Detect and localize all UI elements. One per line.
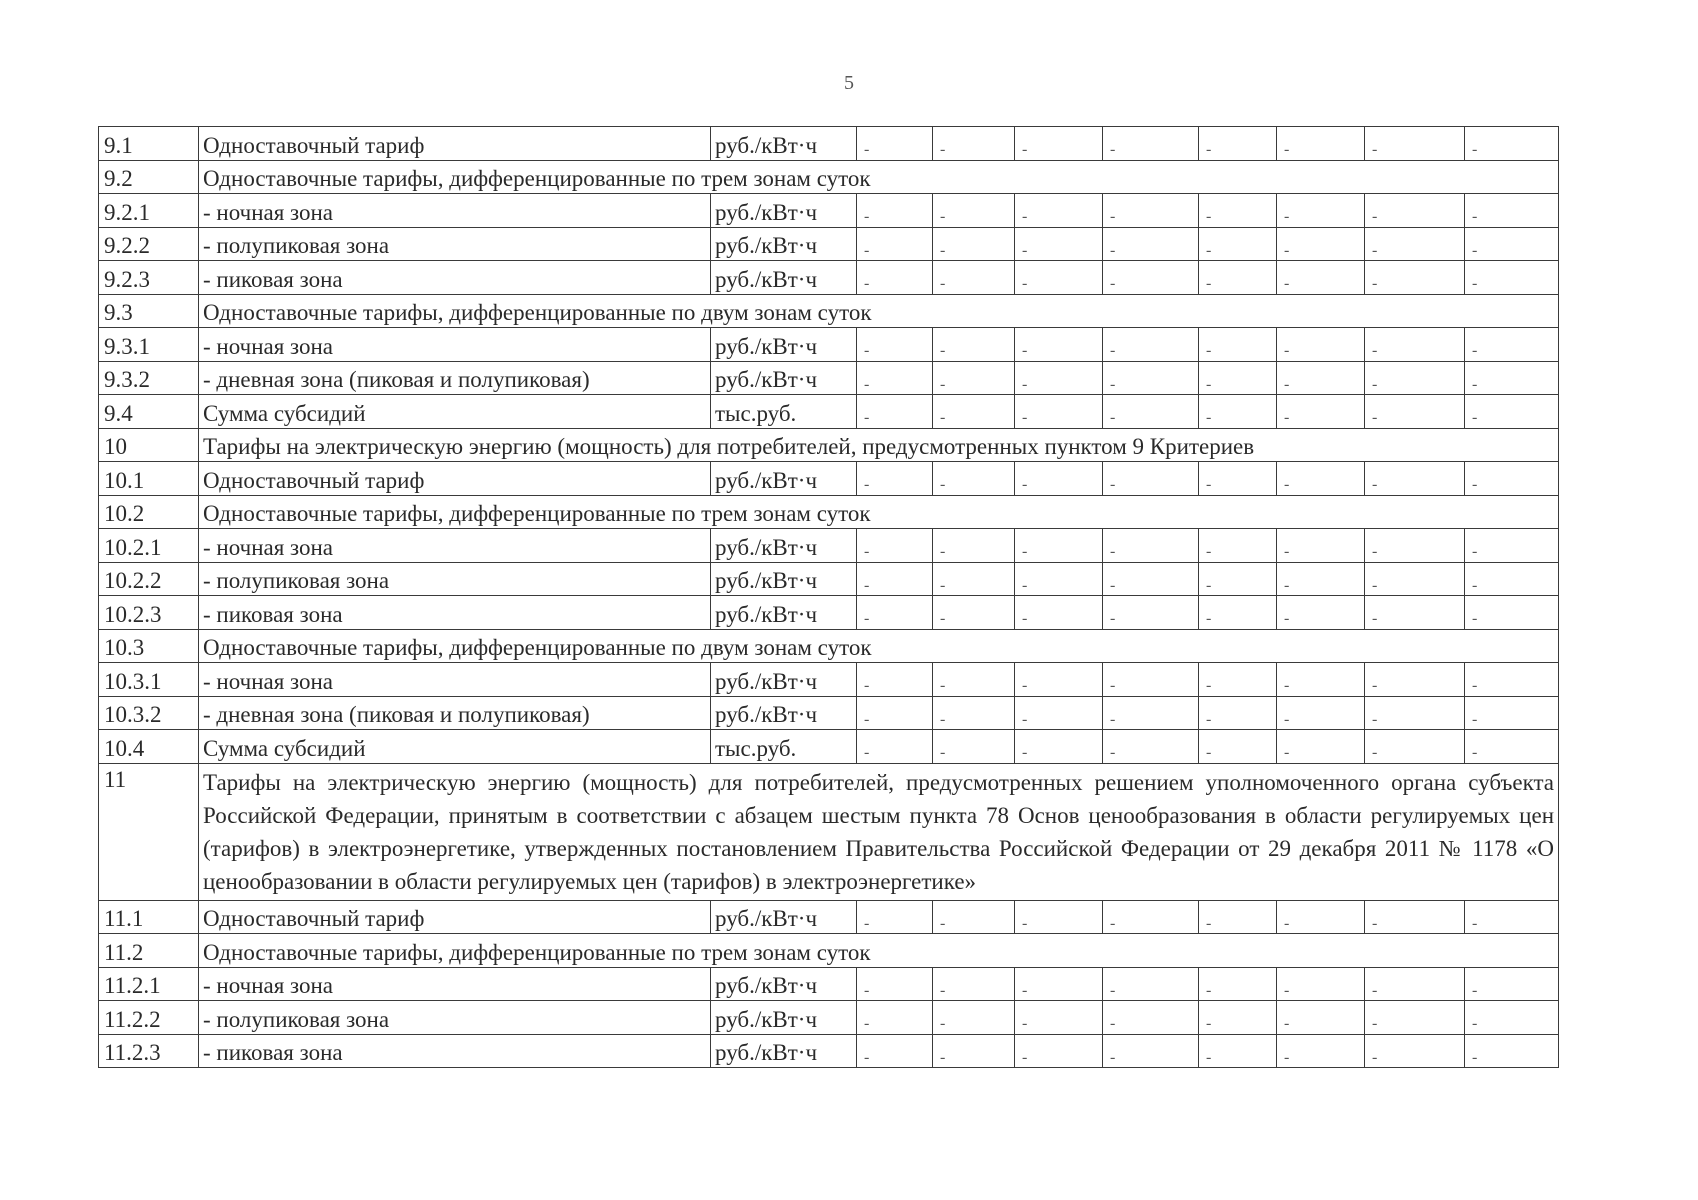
row-unit: руб./кВт·ч xyxy=(711,328,857,362)
value-cell: - xyxy=(1199,462,1277,496)
value-cell: - xyxy=(1277,194,1365,228)
value-cell: - xyxy=(1465,562,1559,596)
value-cell: - xyxy=(1015,562,1103,596)
value-cell: - xyxy=(1465,663,1559,697)
table-row xyxy=(99,730,1559,764)
value-cell: - xyxy=(1199,696,1277,730)
value-cell: - xyxy=(933,562,1015,596)
value-cell: - xyxy=(857,127,933,161)
value-cell: - xyxy=(1465,900,1559,934)
row-name: - дневная зона (пиковая и полупиковая) xyxy=(199,696,711,730)
section-header-long xyxy=(99,763,1559,900)
table-row xyxy=(99,562,1559,596)
value-cell: - xyxy=(1015,261,1103,295)
value-cell: - xyxy=(1199,529,1277,563)
value-cell: - xyxy=(1103,562,1199,596)
value-cell: - xyxy=(857,663,933,697)
tariff-table xyxy=(98,126,1559,1068)
value-cell: - xyxy=(1103,596,1199,630)
value-cell: - xyxy=(1277,361,1365,395)
value-cell: - xyxy=(1103,127,1199,161)
value-cell: - xyxy=(1103,900,1199,934)
row-unit: руб./кВт·ч xyxy=(711,361,857,395)
value-cell: - xyxy=(933,395,1015,429)
row-number: 11.2.2 xyxy=(99,1001,199,1035)
value-cell: - xyxy=(857,328,933,362)
row-unit: руб./кВт·ч xyxy=(711,1034,857,1068)
section-header-row xyxy=(99,428,1559,462)
value-cell: - xyxy=(1365,529,1465,563)
value-cell: - xyxy=(1103,395,1199,429)
value-cell: - xyxy=(1103,1001,1199,1035)
row-unit: руб./кВт·ч xyxy=(711,663,857,697)
value-cell: - xyxy=(1465,1001,1559,1035)
value-cell: - xyxy=(1103,696,1199,730)
section-title: Одноставочные тарифы, дифференцированные по двум зонам суток xyxy=(199,294,1559,328)
row-name: - полупиковая зона xyxy=(199,1001,711,1035)
value-cell: - xyxy=(933,227,1015,261)
row-number: 10.1 xyxy=(99,462,199,496)
value-cell: - xyxy=(1199,261,1277,295)
row-number: 11.2.1 xyxy=(99,967,199,1001)
value-cell: - xyxy=(1103,730,1199,764)
row-number: 10.2.2 xyxy=(99,562,199,596)
value-cell: - xyxy=(1465,1034,1559,1068)
value-cell: - xyxy=(1103,967,1199,1001)
value-cell: - xyxy=(857,696,933,730)
value-cell: - xyxy=(933,361,1015,395)
value-cell: - xyxy=(1465,395,1559,429)
row-unit: тыс.руб. xyxy=(711,730,857,764)
table-row xyxy=(99,194,1559,228)
value-cell: - xyxy=(1365,596,1465,630)
row-name: - ночная зона xyxy=(199,529,711,563)
row-number: 11.2.3 xyxy=(99,1034,199,1068)
value-cell: - xyxy=(857,1001,933,1035)
table-row xyxy=(99,261,1559,295)
value-cell: - xyxy=(1277,529,1365,563)
value-cell: - xyxy=(933,967,1015,1001)
value-cell: - xyxy=(1365,127,1465,161)
value-cell: - xyxy=(1277,696,1365,730)
value-cell: - xyxy=(1465,194,1559,228)
value-cell: - xyxy=(1365,194,1465,228)
row-number: 11.1 xyxy=(99,900,199,934)
value-cell: - xyxy=(857,194,933,228)
row-number: 9.2.3 xyxy=(99,261,199,295)
value-cell: - xyxy=(1199,730,1277,764)
row-name: - ночная зона xyxy=(199,663,711,697)
value-cell: - xyxy=(1365,967,1465,1001)
value-cell: - xyxy=(933,696,1015,730)
section-header-row xyxy=(99,495,1559,529)
value-cell: - xyxy=(857,596,933,630)
value-cell: - xyxy=(1199,395,1277,429)
value-cell: - xyxy=(1365,227,1465,261)
row-name: Сумма субсидий xyxy=(199,730,711,764)
row-name: - пиковая зона xyxy=(199,596,711,630)
value-cell: - xyxy=(1277,967,1365,1001)
value-cell: - xyxy=(1199,227,1277,261)
section-header-row xyxy=(99,294,1559,328)
value-cell: - xyxy=(1199,194,1277,228)
value-cell: - xyxy=(933,730,1015,764)
section-header-row xyxy=(99,934,1559,968)
table-row xyxy=(99,596,1559,630)
value-cell: - xyxy=(1103,663,1199,697)
table-row xyxy=(99,529,1559,563)
value-cell: - xyxy=(1277,395,1365,429)
section-title-long: Тарифы на электрическую энергию (мощность) для потребителей, предусмотренных решением уполномоченного органа субъекта Российской Федерации, принятым в соответствии с абзацем шестым пункта 78 Основ ценообразования в области регулируемых цен (тарифов) в электроэнергетике, утвержденных постановлением Правительства Российской Федерации от 29 декабря 2011 № 1178 «О ценообразовании в области регулируемых цен (тарифов) в электроэнергетике» xyxy=(199,763,1559,900)
table-row xyxy=(99,395,1559,429)
value-cell: - xyxy=(1015,900,1103,934)
value-cell: - xyxy=(1465,596,1559,630)
value-cell: - xyxy=(857,1034,933,1068)
value-cell: - xyxy=(1465,361,1559,395)
row-number: 9.3.2 xyxy=(99,361,199,395)
row-unit: руб./кВт·ч xyxy=(711,1001,857,1035)
row-name: - ночная зона xyxy=(199,328,711,362)
row-name: - пиковая зона xyxy=(199,261,711,295)
row-number: 11 xyxy=(99,763,199,900)
value-cell: - xyxy=(857,261,933,295)
value-cell: - xyxy=(1015,462,1103,496)
row-name: - полупиковая зона xyxy=(199,227,711,261)
value-cell: - xyxy=(933,462,1015,496)
value-cell: - xyxy=(1015,696,1103,730)
row-unit: руб./кВт·ч xyxy=(711,127,857,161)
row-unit: руб./кВт·ч xyxy=(711,227,857,261)
row-number: 10.2.3 xyxy=(99,596,199,630)
table-row xyxy=(99,900,1559,934)
row-unit: руб./кВт·ч xyxy=(711,596,857,630)
row-unit: руб./кВт·ч xyxy=(711,967,857,1001)
row-name: Сумма субсидий xyxy=(199,395,711,429)
value-cell: - xyxy=(857,462,933,496)
value-cell: - xyxy=(1277,127,1365,161)
value-cell: - xyxy=(857,529,933,563)
value-cell: - xyxy=(1277,1001,1365,1035)
value-cell: - xyxy=(1199,562,1277,596)
value-cell: - xyxy=(1465,529,1559,563)
table-row xyxy=(99,663,1559,697)
row-name: Одноставочный тариф xyxy=(199,900,711,934)
value-cell: - xyxy=(1365,562,1465,596)
row-number: 9.3.1 xyxy=(99,328,199,362)
value-cell: - xyxy=(1277,227,1365,261)
value-cell: - xyxy=(1465,967,1559,1001)
row-unit: руб./кВт·ч xyxy=(711,462,857,496)
value-cell: - xyxy=(857,361,933,395)
value-cell: - xyxy=(1277,562,1365,596)
value-cell: - xyxy=(1103,194,1199,228)
value-cell: - xyxy=(933,900,1015,934)
value-cell: - xyxy=(1103,328,1199,362)
value-cell: - xyxy=(933,1034,1015,1068)
row-number: 10.3.1 xyxy=(99,663,199,697)
value-cell: - xyxy=(933,328,1015,362)
value-cell: - xyxy=(1277,663,1365,697)
value-cell: - xyxy=(1365,395,1465,429)
value-cell: - xyxy=(1015,1001,1103,1035)
value-cell: - xyxy=(1277,261,1365,295)
row-number: 10 xyxy=(99,428,199,462)
value-cell: - xyxy=(1015,730,1103,764)
row-number: 10.2 xyxy=(99,495,199,529)
row-unit: руб./кВт·ч xyxy=(711,261,857,295)
row-name: - полупиковая зона xyxy=(199,562,711,596)
row-number: 9.1 xyxy=(99,127,199,161)
value-cell: - xyxy=(1015,194,1103,228)
value-cell: - xyxy=(933,663,1015,697)
value-cell: - xyxy=(1015,227,1103,261)
value-cell: - xyxy=(1365,1034,1465,1068)
value-cell: - xyxy=(857,730,933,764)
row-unit: тыс.руб. xyxy=(711,395,857,429)
value-cell: - xyxy=(1465,227,1559,261)
row-number: 9.2.2 xyxy=(99,227,199,261)
row-unit: руб./кВт·ч xyxy=(711,900,857,934)
table-row xyxy=(99,967,1559,1001)
row-number: 9.2 xyxy=(99,160,199,194)
value-cell: - xyxy=(1365,328,1465,362)
value-cell: - xyxy=(857,227,933,261)
value-cell: - xyxy=(1365,730,1465,764)
value-cell: - xyxy=(1199,1034,1277,1068)
row-number: 9.3 xyxy=(99,294,199,328)
value-cell: - xyxy=(1103,462,1199,496)
row-name: - ночная зона xyxy=(199,967,711,1001)
value-cell: - xyxy=(1015,967,1103,1001)
value-cell: - xyxy=(1277,328,1365,362)
value-cell: - xyxy=(857,900,933,934)
value-cell: - xyxy=(1199,596,1277,630)
value-cell: - xyxy=(1365,900,1465,934)
value-cell: - xyxy=(1199,663,1277,697)
row-name: - дневная зона (пиковая и полупиковая) xyxy=(199,361,711,395)
value-cell: - xyxy=(1015,395,1103,429)
value-cell: - xyxy=(1103,261,1199,295)
value-cell: - xyxy=(857,562,933,596)
section-title: Тарифы на электрическую энергию (мощность) для потребителей, предусмотренных пунктом 9 Критериев xyxy=(199,428,1559,462)
row-number: 10.2.1 xyxy=(99,529,199,563)
value-cell: - xyxy=(933,261,1015,295)
value-cell: - xyxy=(1365,1001,1465,1035)
table-row xyxy=(99,227,1559,261)
value-cell: - xyxy=(1015,127,1103,161)
value-cell: - xyxy=(1199,1001,1277,1035)
value-cell: - xyxy=(933,194,1015,228)
table-row xyxy=(99,127,1559,161)
value-cell: - xyxy=(1465,730,1559,764)
row-number: 10.4 xyxy=(99,730,199,764)
row-name: - пиковая зона xyxy=(199,1034,711,1068)
value-cell: - xyxy=(1465,696,1559,730)
value-cell: - xyxy=(1199,328,1277,362)
page-number: 5 xyxy=(844,72,854,94)
section-title: Одноставочные тарифы, дифференцированные по трем зонам суток xyxy=(199,934,1559,968)
row-unit: руб./кВт·ч xyxy=(711,696,857,730)
section-title: Одноставочные тарифы, дифференцированные по трем зонам суток xyxy=(199,160,1559,194)
table-row xyxy=(99,462,1559,496)
value-cell: - xyxy=(1277,730,1365,764)
value-cell: - xyxy=(1015,361,1103,395)
value-cell: - xyxy=(1365,462,1465,496)
value-cell: - xyxy=(1199,361,1277,395)
row-name: - ночная зона xyxy=(199,194,711,228)
table-row xyxy=(99,1034,1559,1068)
table-row xyxy=(99,1001,1559,1035)
row-number: 10.3 xyxy=(99,629,199,663)
value-cell: - xyxy=(933,127,1015,161)
value-cell: - xyxy=(1465,462,1559,496)
value-cell: - xyxy=(1199,900,1277,934)
section-title: Одноставочные тарифы, дифференцированные по двум зонам суток xyxy=(199,629,1559,663)
value-cell: - xyxy=(1015,328,1103,362)
value-cell: - xyxy=(1277,900,1365,934)
value-cell: - xyxy=(1103,529,1199,563)
table-body xyxy=(99,127,1559,1068)
value-cell: - xyxy=(1365,696,1465,730)
table-row xyxy=(99,696,1559,730)
row-number: 9.2.1 xyxy=(99,194,199,228)
value-cell: - xyxy=(1277,462,1365,496)
row-unit: руб./кВт·ч xyxy=(711,194,857,228)
section-header-row xyxy=(99,629,1559,663)
value-cell: - xyxy=(1365,663,1465,697)
value-cell: - xyxy=(857,967,933,1001)
value-cell: - xyxy=(1103,361,1199,395)
value-cell: - xyxy=(1365,361,1465,395)
value-cell: - xyxy=(1199,967,1277,1001)
value-cell: - xyxy=(1015,1034,1103,1068)
row-unit: руб./кВт·ч xyxy=(711,562,857,596)
value-cell: - xyxy=(1365,261,1465,295)
section-title: Одноставочные тарифы, дифференцированные по трем зонам суток xyxy=(199,495,1559,529)
value-cell: - xyxy=(1015,596,1103,630)
table-row xyxy=(99,361,1559,395)
row-number: 9.4 xyxy=(99,395,199,429)
row-name: Одноставочный тариф xyxy=(199,462,711,496)
value-cell: - xyxy=(1277,1034,1365,1068)
value-cell: - xyxy=(1103,1034,1199,1068)
value-cell: - xyxy=(1015,663,1103,697)
value-cell: - xyxy=(1103,227,1199,261)
value-cell: - xyxy=(933,596,1015,630)
row-number: 11.2 xyxy=(99,934,199,968)
value-cell: - xyxy=(1199,127,1277,161)
row-unit: руб./кВт·ч xyxy=(711,529,857,563)
value-cell: - xyxy=(933,529,1015,563)
value-cell: - xyxy=(1465,261,1559,295)
table-row xyxy=(99,328,1559,362)
value-cell: - xyxy=(1015,529,1103,563)
row-number: 10.3.2 xyxy=(99,696,199,730)
value-cell: - xyxy=(1465,328,1559,362)
value-cell: - xyxy=(933,1001,1015,1035)
value-cell: - xyxy=(1465,127,1559,161)
section-header-row xyxy=(99,160,1559,194)
value-cell: - xyxy=(1277,596,1365,630)
value-cell: - xyxy=(857,395,933,429)
row-name: Одноставочный тариф xyxy=(199,127,711,161)
